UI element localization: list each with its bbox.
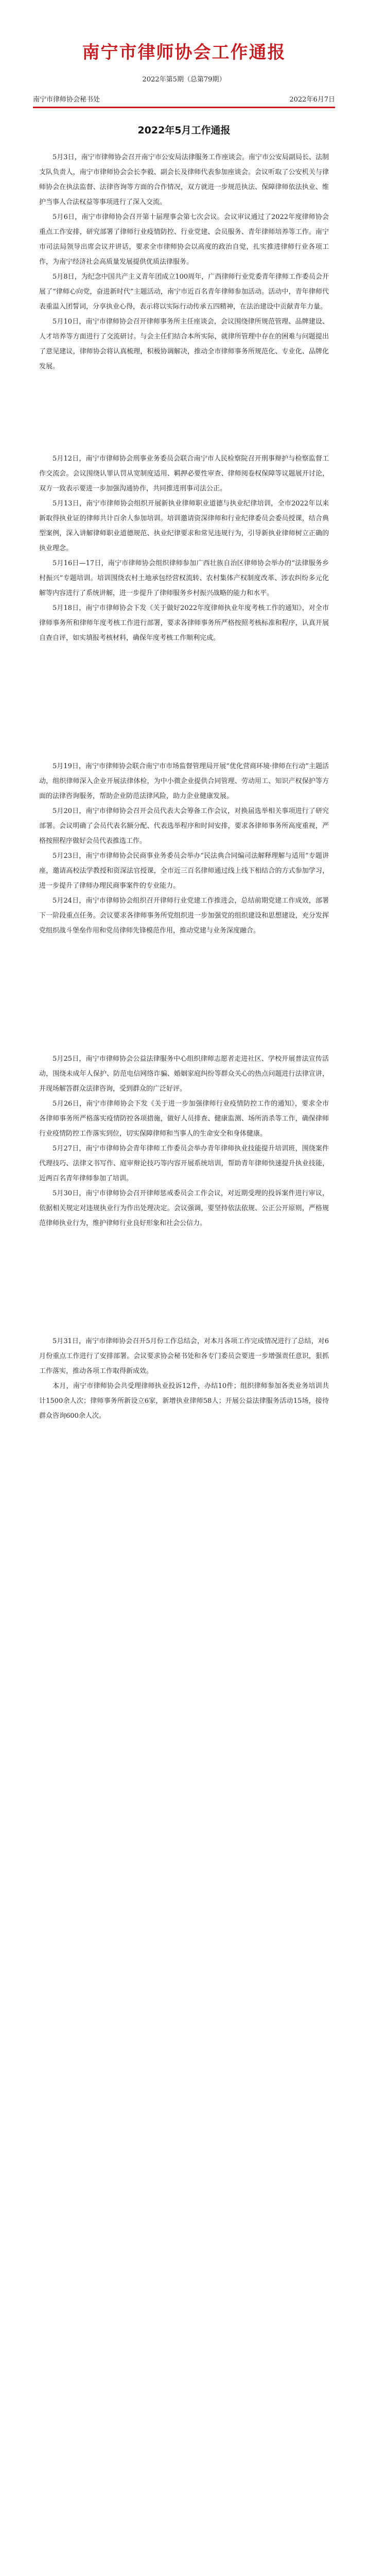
body-paragraph: 5月6日，南宁市律师协会召开第十届理事会第七次会议。会议审议通过了2022年度律师协会重点工作安排，研究部署了律师行业疫情防控、行业党建、会员服务、青年律师培养等工作。南宁市司法局领导出席会议并讲话，要求全市律师协会以高度的政治自觉，扎实推进律师行业各项工作，为南宁经济社会高质量发展提供优质法律服务。 bbox=[39, 213, 329, 266]
page-break bbox=[0, 1231, 368, 1334]
body-paragraph: 5月3日，南宁市律师协会召开南宁市公安局法律服务工作座谈会。南宁市公安局副局长、法制支队负责人，南宁市律师协会会长李毅、副会长及律师代表参加座谈会。会议听取了公安机关与律师协会在执法监督、法律咨询等方面的合作情况，双方就进一步规范执法、保障律师依法执业、维护当事人合法权益等事项进行了深入交流。 bbox=[39, 154, 329, 206]
body-paragraph: 5月26日，南宁市律师协会下发《关于进一步加强律师行业疫情防控工作的通知》，要求全市各律师事务所严格落实疫情防控各项措施，做好人员排查、健康监测、场所消杀等工作，确保律师行业疫情防控工作落实到位，切实保障律师和当事人的生命安全和身体健康。 bbox=[39, 1100, 329, 1138]
body-paragraph: 5月8日，为纪念中国共产主义青年团成立100周年，广西律师行业党委青年律师工作委员会开展了“律师心向党，奋进新时代”主题活动，南宁市近百名青年律师参加活动。活动中，青年律师代表重温入团誓词，分享执业心得，表示将以实际行动传承五四精神，在法治建设中贡献青年力量。 bbox=[39, 273, 329, 311]
masthead bbox=[0, 0, 368, 83]
body-paragraph: 5月30日，南宁市律师协会召开律师惩戒委员会工作会议，对近期受理的投诉案件进行审议，依据相关规定对违规执业行为作出处理决定。会议强调，要坚持依法依规、公正公开原则，严格规范律师执业行为，维护律师行业良好形象和社会公信力。 bbox=[39, 1190, 329, 1227]
masthead-title: 南宁市律师协会工作通报 bbox=[82, 42, 286, 63]
issuer-name: 南宁市律师协会秘书处 bbox=[33, 96, 100, 104]
page-break bbox=[0, 374, 368, 451]
body-paragraph: 5月19日，南宁市律师协会联合南宁市市场监督管理局开展“优化营商环境·律师在行动”主题活动，组织律师深入企业开展法律体检，为中小微企业提供合同管理、劳动用工、知识产权保护等方面的法律咨询服务，帮助企业防范法律风险，助力企业健康发展。 bbox=[39, 762, 329, 800]
body-paragraph: 5月31日，南宁市律师协会召开5月份工作总结会，对本月各项工作完成情况进行了总结，对6月份重点工作进行了安排部署。会议要求协会秘书处和各专门委员会要进一步增强责任意识，狠抓工作落实，推动各项工作取得新成效。 bbox=[39, 1337, 329, 1375]
body-paragraph: 5月13日，南宁市律师协会组织开展新执业律师职业道德与执业纪律培训，全市2022年以来新取得执业证的律师共计百余人参加培训。培训邀请资深律师和行业纪律委员会委员授课，结合典型案例，深入讲解律师职业道德规范、执业纪律要求和常见违规行为，引导新执业律师树立正确的执业理念。 bbox=[39, 500, 329, 552]
body-paragraph: 5月20日，南宁市律师协会召开会员代表大会筹备工作会议，对换届选举相关事项进行了研究部署。会议明确了会员代表名额分配、代表选举程序和时间安排，要求各律师事务所高度重视，严格按照程序做好会员代表推选工作。 bbox=[39, 807, 329, 845]
page-break bbox=[0, 646, 368, 759]
body-paragraph: 5月25日，南宁市律师协会公益法律服务中心组织律师志愿者走进社区、学校开展普法宣传活动，围绕未成年人保护、防范电信网络诈骗、婚姻家庭纠纷等群众关心的热点问题进行法律宣讲，并现场解答群众法律咨询，受到群众的广泛好评。 bbox=[39, 1055, 329, 1093]
issuer-date-row bbox=[33, 94, 335, 104]
body-paragraph: 5月24日，南宁市律师协会组织召开律师行业党建工作推进会，总结前期党建工作成效，部署下一阶段重点任务。会议要求各律师事务所党组织进一步加强党的组织建设和思想建设，充分发挥党组织战斗堡垒作用和党员律师先锋模范作用，推动党建与业务深度融合。 bbox=[39, 897, 329, 935]
body-paragraph: 5月23日，南宁市律师协会民商事业务委员会举办“民法典合同编司法解释理解与适用”专题讲座，邀请高校法学教授和资深法官授课，全市近三百名律师通过线上线下相结合的方式参加学习，进一步提升了律师办理民商事案件的专业能力。 bbox=[39, 852, 329, 890]
body-paragraph: 5月12日，南宁市律师协会刑事业务委员会联合南宁市人民检察院召开刑事辩护与检察监督工作交流会。会议围绕认罪认罚从宽制度适用、羁押必要性审查、律师阅卷权保障等议题展开讨论，双方一致表示要进一步加强沟通协作，共同推进刑事司法公正。 bbox=[39, 455, 329, 493]
body-paragraph: 5月27日，南宁市律师协会青年律师工作委员会举办青年律师执业技能提升培训班，围绕案件代理技巧、法律文书写作、庭审辩论技巧等内容开展系统培训，帮助青年律师快速提升执业技能，近两百名青年律师参加了培训。 bbox=[39, 1145, 329, 1182]
title-spacer bbox=[0, 137, 368, 150]
body-paragraph: 5月18日，南宁市律师协会下发《关于做好2022年度律师执业年度考核工作的通知》，对全市律师事务所和律师年度考核工作进行部署，要求各律师事务所严格按照考核标准和程序，认真开展自查自评，如实填报考核材料，确保年度考核工作顺利完成。 bbox=[39, 604, 329, 642]
body-paragraph: 5月10日，南宁市律师协会召开律师事务所主任座谈会，会议围绕律所规范管理、品牌建设、人才培养等方面进行了交流研讨。与会主任们结合本所实际，就律所管理中存在的困难与问题提出了意见建议，律师协会将认真梳理，积极协调解决，推动全市律师事务所规范化、专业化、品牌化发展。 bbox=[39, 318, 329, 370]
document-title: 2022年5月工作通报 bbox=[137, 125, 231, 136]
body-content bbox=[0, 137, 368, 1423]
red-divider bbox=[33, 107, 335, 108]
body-paragraph: 本月，南宁市律师协会共受理律师执业投诉12件，办结10件；组织律师参加各类业务培训共计1500余人次；律师事务所新设立6家，新增执业律师58人；开展公益法律服务活动15场，接待群众咨询600余人次。 bbox=[39, 1382, 329, 1420]
body-paragraph: 5月16日—17日，南宁市律师协会组织律师参加广西壮族自治区律师协会举办的“法律服务乡村振兴”专题培训。培训围绕农村土地承包经营权流转、农村集体产权制度改革、涉农纠纷多元化解等内容进行了系统讲解，进一步提升了律师服务乡村振兴战略的能力和水平。 bbox=[39, 560, 329, 597]
issue-date: 2022年6月7日 bbox=[289, 96, 335, 104]
issue-number: 2022年第5期（总第79期） bbox=[142, 76, 226, 83]
page-break bbox=[0, 938, 368, 1052]
